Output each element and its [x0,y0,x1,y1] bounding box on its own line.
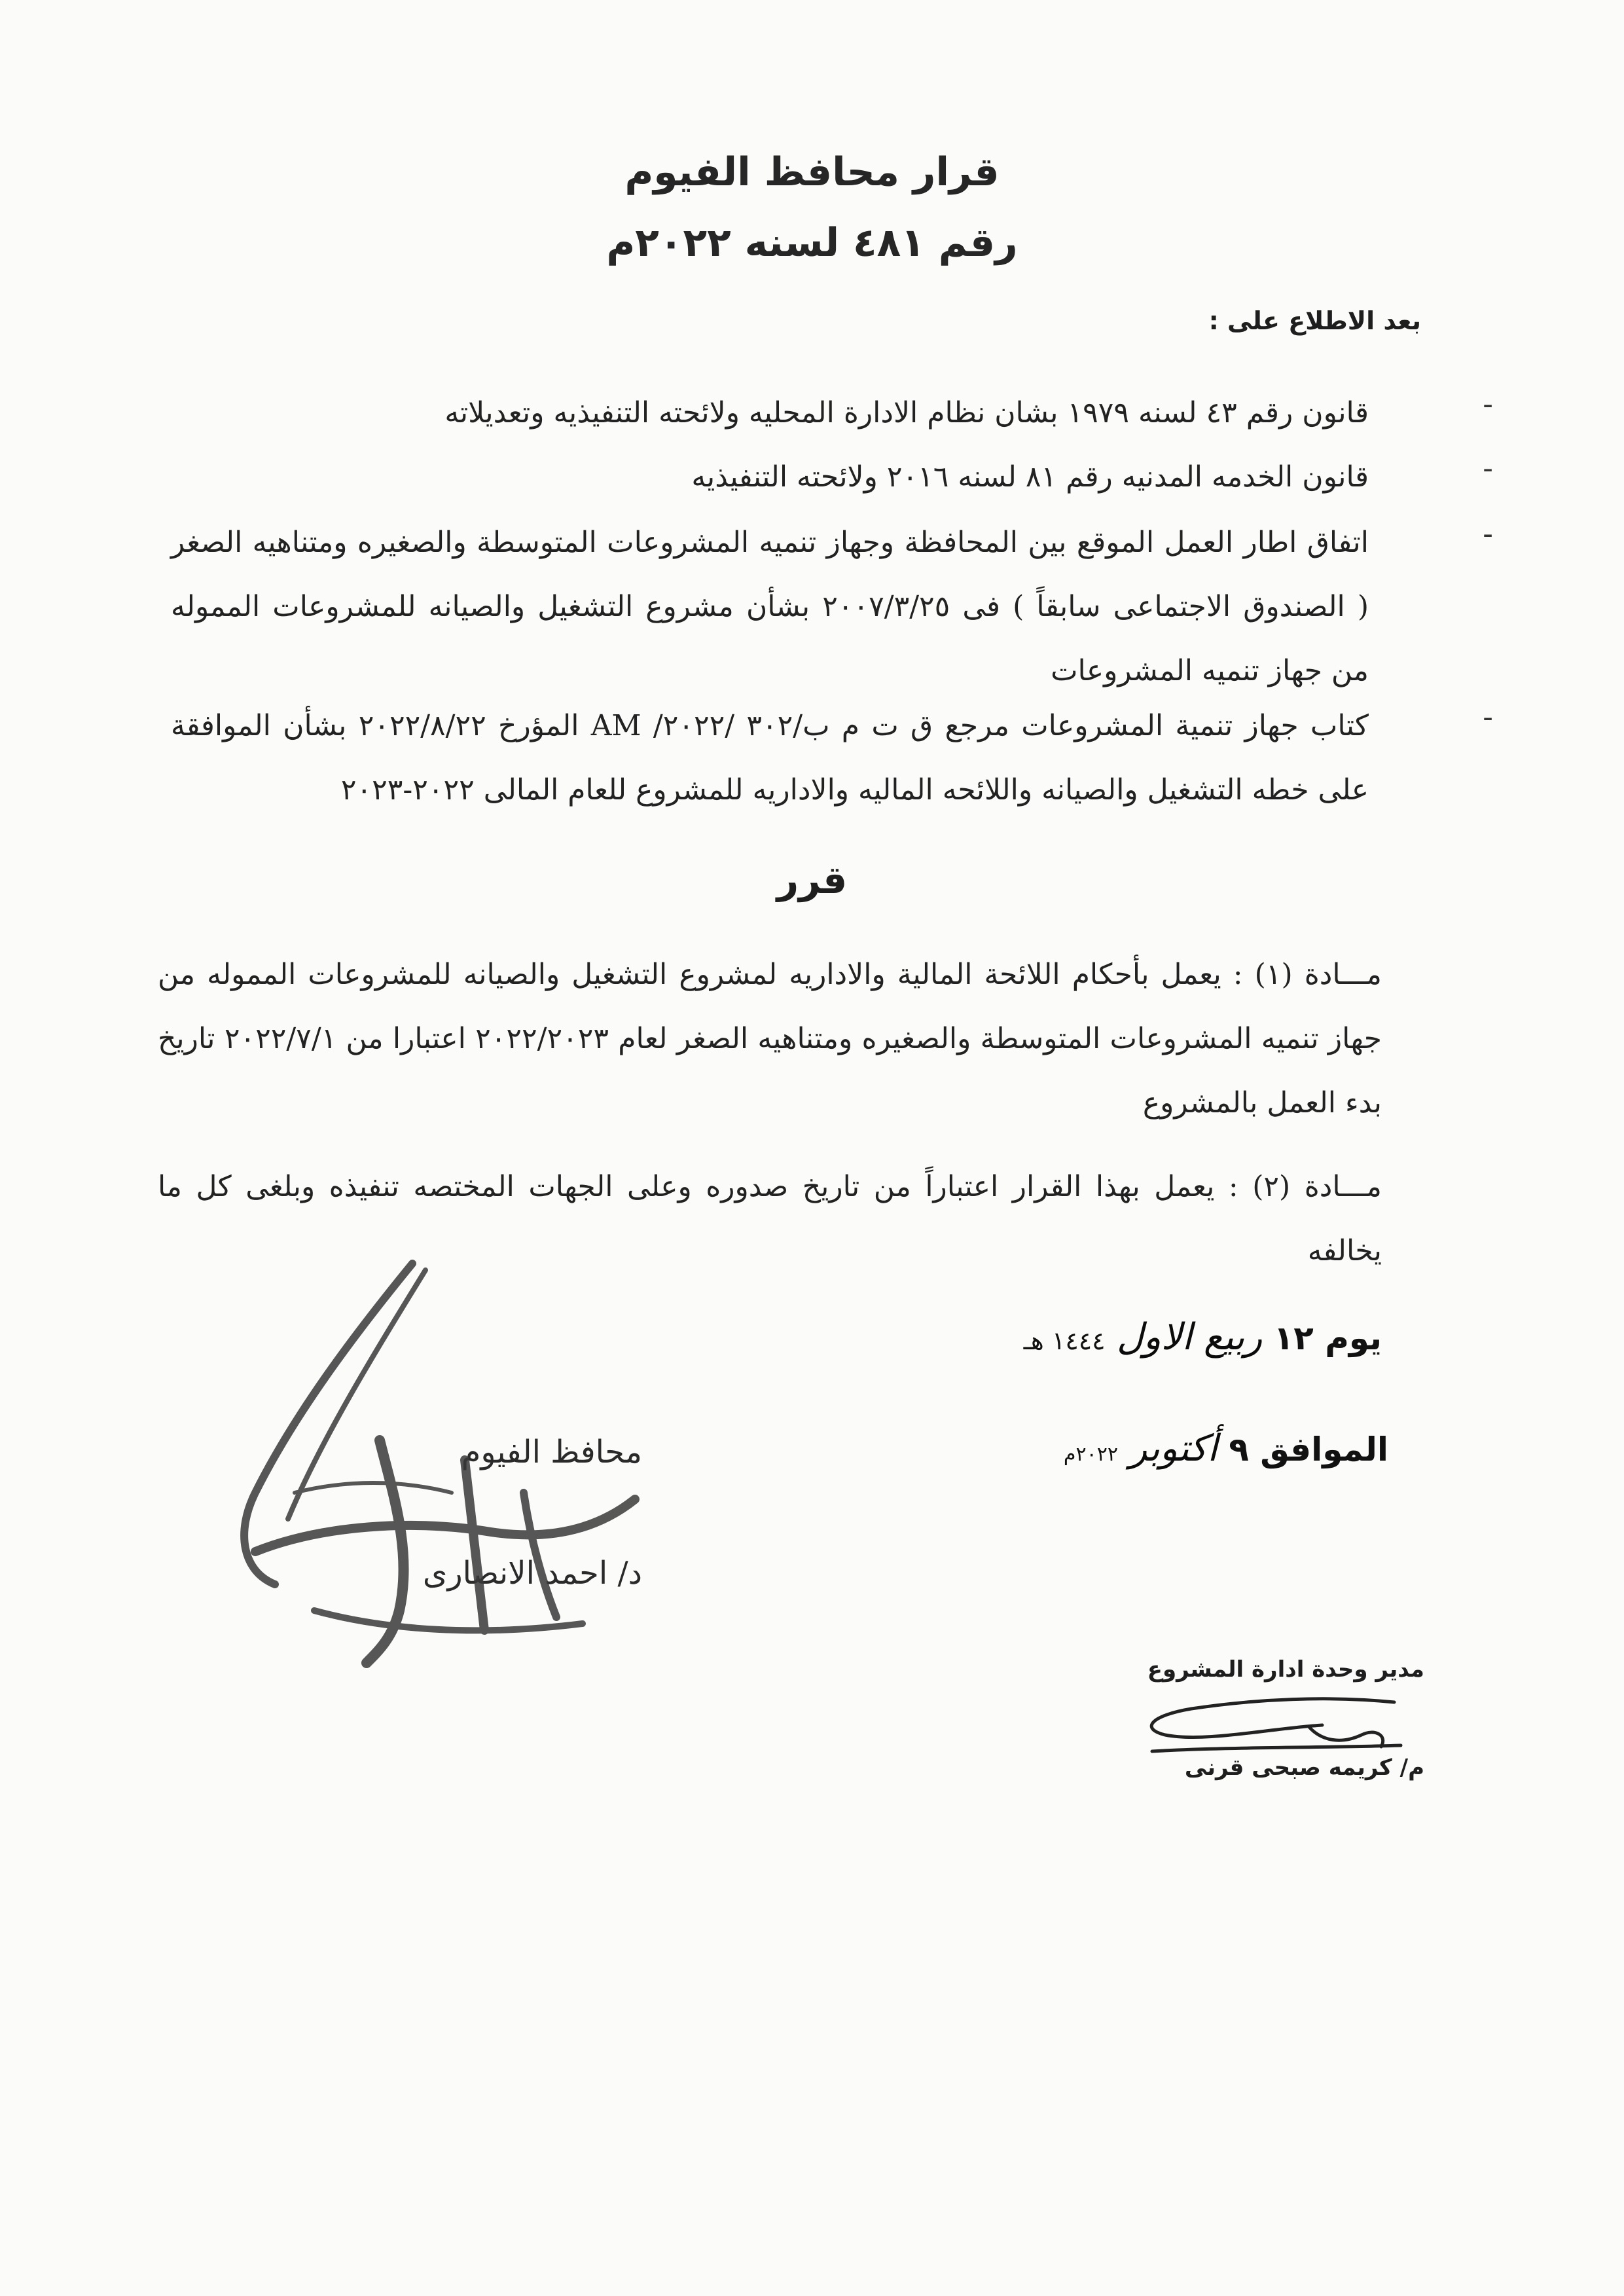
preamble-intro: بعد الاطلاع على : [1208,306,1421,335]
gregorian-day: الموافق ٩ [1229,1430,1388,1468]
decree-title: قرار محافظ الفيوم [624,149,1000,195]
clause-bullet: - [1483,388,1493,421]
article-2: مـــادة (٢) : يعمل بهذا القرار اعتباراً من تاريخ صدوره وعلى الجهات المختصه تنفيذه وبلغى كل ما يخالفه [158,1170,1382,1267]
clause-bullet: - [1483,517,1493,551]
governor-signature [216,1244,687,1676]
clause-bullet: - [1483,701,1493,734]
project-manager-title: مدير وحدة ادارة المشروع [1147,1656,1424,1683]
hijri-year: ١٤٤٤ هـ [1023,1326,1106,1355]
project-manager-signature [1113,1689,1427,1761]
clause-civil-service-law: قانون الخدمه المدنيه رقم ٨١ لسنه ٢٠١٦ ولائحته التنفيذيه [691,460,1369,494]
gregorian-month-handwritten: أكتوبر [1129,1427,1218,1470]
decree-heading: قرر [776,858,848,902]
hijri-day: يوم ١٢ [1273,1319,1382,1357]
article-1: مـــادة (١) : يعمل بأحكام اللائحة المالية والاداريه لمشروع التشغيل والصيانه للمشروعات المموله من جهاز تنميه المشروعات المتوسطة والصغيره ومتناهيه الصغر لعام ٢٠٢٢/٢٠٢٣ اعتبارا من ٢٠٢٢/٧/١ تاريخ بدء العمل بالمشروع [158,958,1382,1120]
gregorian-date-line [1064,1427,1388,1470]
clause-bullet: - [1483,452,1493,485]
governor-title: محافظ الفيوم [461,1434,642,1470]
hijri-date-line [1024,1316,1382,1358]
governor-name: د/ احمد الانصارى [422,1555,642,1592]
decree-number: رقم ٤٨١ لسنه ٢٠٢٢م [606,220,1018,266]
gregorian-year: ٢٠٢٢م [1063,1443,1118,1466]
hijri-month-handwritten: ربيع الاول [1116,1316,1263,1358]
clause-local-admin-law: قانون رقم ٤٣ لسنه ١٩٧٩ بشان نظام الادارة المحليه ولائحته التنفيذيه وتعديلاته [444,396,1369,429]
clause-framework-agreement: اتفاق اطار العمل الموقع بين المحافظة وجهاز تنميه المشروعات المتوسطة والصغيره ومتناهيه الصغر ( الصندوق الاجتماعى سابقاً ) فى ٢٠٠٧/٣/٢٥ بشأن مشروع التشغيل والصيانه للمشروعات المموله من جهاز تنميه المشروعات [171,526,1369,687]
clause-agency-letter: كتاب جهاز تنمية المشروعات مرجع ق ت م ب/٣٠٢ /٢٠٢٢/ AM المؤرخ ٢٠٢٢/٨/٢٢ بشأن الموافقة على خطه التشغيل والصيانه واللائحه الماليه والاداريه للمشروع للعام المالى ٢٠٢٢-٢٠٢٣ [171,709,1369,807]
project-manager-name: م/ كريمه صبحى قرنى [1184,1755,1424,1781]
